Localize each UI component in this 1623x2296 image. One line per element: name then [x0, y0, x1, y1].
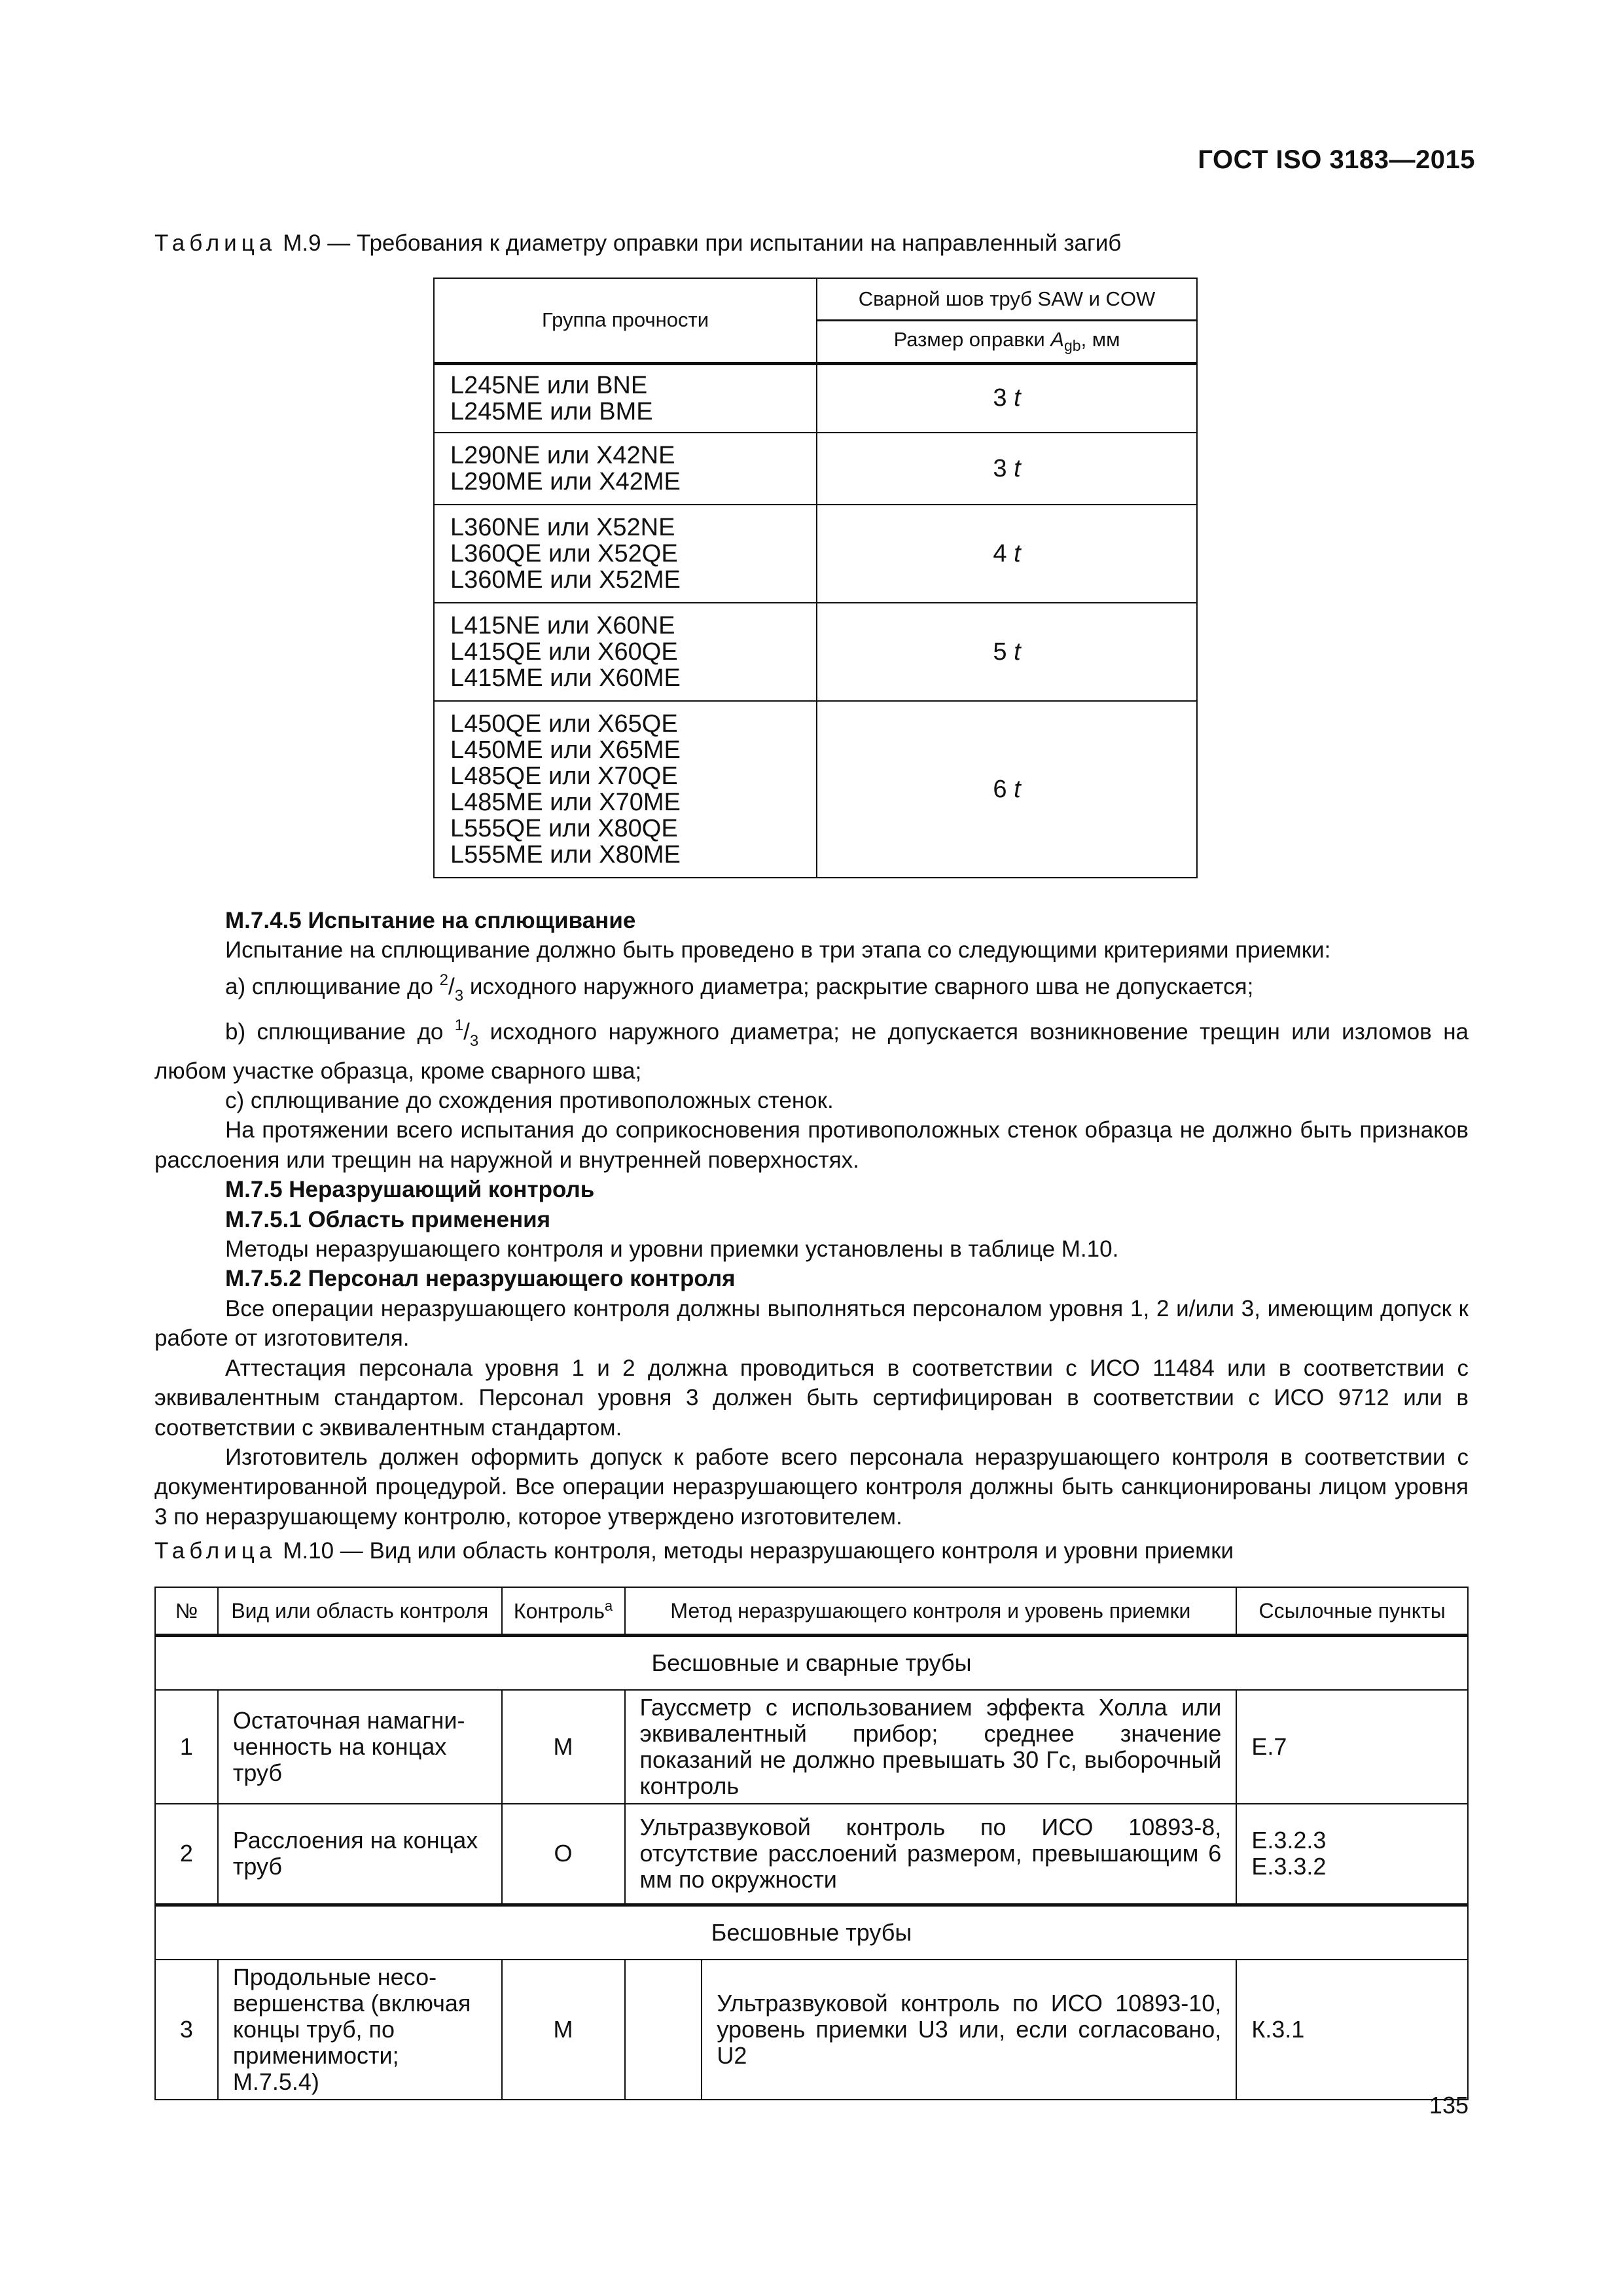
col-area: Вид или область контроля — [218, 1587, 502, 1636]
col-method: Метод неразрушающего контроля и уровень приемки — [625, 1587, 1237, 1636]
row-control: О — [502, 1804, 625, 1905]
row-refs: К.3.1 — [1236, 1960, 1468, 2100]
list-item-a: a) сплющивание до $^2/_3$ исходного наружного диаметра; раскрытие сварного шва не допускается; — [225, 971, 1254, 1005]
col-weld-seam: Сварной шов труб SAW и COW — [817, 278, 1197, 320]
list-item-c: c) сплющивание до схождения противоположных стенок. — [225, 1088, 834, 1114]
col-refs: Ссылочные пункты — [1236, 1587, 1468, 1636]
row-number: 3 — [155, 1960, 218, 2100]
paragraph: Испытание на сплющивание должно быть проведено в три этапа со следующими критериями приемки: — [225, 937, 1331, 963]
col-control: Контроль$^a$ — [502, 1587, 625, 1636]
table-m9 — [433, 278, 1198, 878]
table-m9-caption-word: Таблица — [154, 230, 277, 256]
table-row — [155, 1690, 1468, 1804]
mandrel-value: 3 t — [817, 363, 1197, 433]
section-heading-m751: М.7.5.1 Область применения — [225, 1206, 551, 1232]
body-text — [154, 906, 1469, 1532]
mandrel-value: 6 t — [817, 701, 1197, 878]
row-method: Ультразвуковой контроль по ИСО 10893-10, уровень приемки U3 или, если согласовано, U2 — [702, 1960, 1236, 2100]
section-heading-m745: М.7.4.5 Испытание на сплющивание — [225, 908, 636, 933]
paragraph: Методы неразрушающего контроля и уровни приемки установлены в таблице М.10. — [225, 1236, 1119, 1263]
row-method: Ультразвуковой контроль по ИСО 10893-8, отсутствие расслоений размером, превышающим 6 мм по окружности — [625, 1804, 1237, 1905]
table-m10 — [154, 1587, 1469, 2100]
table-row — [155, 1960, 1468, 2100]
mandrel-value: 4 t — [817, 505, 1197, 603]
row-area: Расслоения на концах труб — [218, 1804, 502, 1905]
strength-grades: L360NE или X52NE L360QE или X52QE L360ME или X52ME — [434, 505, 817, 603]
row-refs: Е.7 — [1236, 1690, 1468, 1804]
mandrel-value: 3 t — [817, 433, 1197, 505]
row-area: Продольные несо-вершенства (включая концы труб, по применимости; М.7.5.4) — [218, 1960, 502, 2100]
col-strength-group: Группа прочности — [434, 278, 817, 363]
strength-grades: L245NE или BNE L245ME или BME — [434, 363, 817, 433]
group-seamless: Бесшовные трубы — [155, 1905, 1468, 1960]
strength-grades: L415NE или X60NE L415QE или X60QE L415ME или X60ME — [434, 603, 817, 701]
page-number: 135 — [1429, 2092, 1469, 2119]
row-control: М — [502, 1690, 625, 1804]
paragraph: Все операции неразрушающего контроля должны выполняться персоналом уровня 1, 2 и/или 3, имеющим допуск к работе от изготовителя. — [154, 1295, 1469, 1352]
strength-grades: L290NE или X42NE L290ME или X42ME — [434, 433, 817, 505]
group-seamless-and-welded: Бесшовные и сварные трубы — [155, 1636, 1468, 1691]
col-mandrel-size: Размер оправки $A_{gb}$, мм — [817, 320, 1197, 363]
strength-grades: L450QE или X65QE L450ME или X65ME L485QE или X70QE L485ME или X70ME L555QE или X80QE L555ME или X80ME — [434, 701, 817, 878]
table-row — [434, 505, 1197, 603]
table-m10-caption — [154, 1538, 1234, 1564]
table-row — [434, 603, 1197, 701]
row-method: Гауссметр с использованием эффекта Холла или эквивалентный прибор; среднее значение показаний не должно превышать 30 Гс, выборочный контроль — [625, 1690, 1237, 1804]
table-m9-caption-text: М.9 — Требования к диаметру оправки при испытании на направленный загиб — [283, 230, 1122, 256]
row-number: 1 — [155, 1690, 218, 1804]
row-control: М — [502, 1960, 625, 2100]
table-row — [434, 701, 1197, 878]
table-row — [434, 433, 1197, 505]
row-method-empty-cell — [625, 1960, 702, 2100]
row-refs: Е.3.2.3 Е.3.3.2 — [1236, 1804, 1468, 1905]
row-area: Остаточная намагни-ченность на концах труб — [218, 1690, 502, 1804]
paragraph: Аттестация персонала уровня 1 и 2 должна проводиться в соответствии с ИСО 11484 или в соответствии с эквивалентным стандартом. Персонал уровня 3 должен быть сертифицирован в соответствии с ИСО 9712 или в соответствии с эквивалентным стандартом. — [154, 1355, 1469, 1441]
table-row — [434, 363, 1197, 433]
table-m10-caption-word: Таблица — [154, 1538, 277, 1564]
section-heading-m75: М.7.5 Неразрушающий контроль — [225, 1177, 595, 1203]
col-number: № — [155, 1587, 218, 1636]
document-standard-header: ГОСТ ISO 3183—2015 — [1198, 145, 1475, 174]
list-item-b: b) сплющивание до $^1/_3$ исходного наружного диаметра; не допускается возникновение трещин или изломов на любом участке образца, кроме сварного шва; — [154, 1016, 1469, 1084]
table-m10-caption-text: М.10 — Вид или область контроля, методы неразрушающего контроля и уровни приемки — [283, 1538, 1234, 1564]
table-row — [155, 1804, 1468, 1905]
mandrel-value: 5 t — [817, 603, 1197, 701]
table-m9-caption — [154, 230, 1121, 257]
paragraph: Изготовитель должен оформить допуск к работе всего персонала неразрушающего контроля в соответствии с документированной процедурой. Все операции неразрушающего контроля должны быть санкционированы лицом уровня 3 по неразрушающему контролю, которое утверждено изготовителем. — [154, 1444, 1469, 1530]
paragraph: На протяжении всего испытания до соприкосновения противоположных стенок образца не должно быть признаков расслоения или трещин на наружной и внутренней поверхностях. — [154, 1117, 1469, 1173]
section-heading-m752: М.7.5.2 Персонал неразрушающего контроля — [225, 1266, 736, 1292]
row-number: 2 — [155, 1804, 218, 1905]
